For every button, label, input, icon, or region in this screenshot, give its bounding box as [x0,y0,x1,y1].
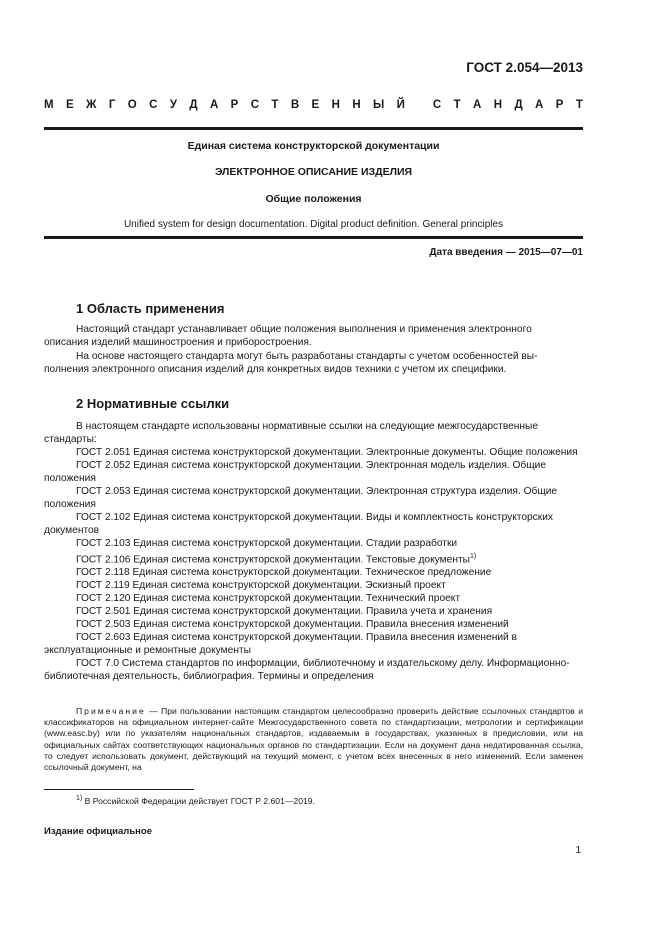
standard-number: ГОСТ 2.054—2013 [466,60,583,75]
banner-letter: А [473,99,482,111]
banner-letter: Т [575,99,583,111]
footnote: $^{1)}$ В Российской Федерации действует ГОСТ Р 2.601—2019. [76,795,315,806]
reference-item: ГОСТ 2.119 Единая система конструкторской документации. Эскизный проект [76,580,446,592]
reference-item: ГОСТ 2.051 Единая система конструкторской документации. Электронные документы. Общие положения [76,447,578,458]
reference-item: ГОСТ 2.053 Единая система конструкторской документации. Электронная структура изделия. Общие положения [44,486,558,510]
reference-item: ГОСТ 2.503 Единая система конструкторской документации. Правила внесения изменений [76,619,509,631]
reference-item: ГОСТ 7.0 Система стандартов по информации, библиотечному и издательскому делу. Информационно-библиотечная деятельность, библиография. Термины и определения [44,658,570,683]
document-title: ЭЛЕКТРОННОЕ ОПИСАНИЕ ИЗДЕЛИЯ [214,166,413,178]
normative-references-list [44,446,583,683]
banner-letter: В [290,99,300,111]
banner-letter: Г [108,99,116,111]
footnote-rule [44,789,194,790]
banner-letter: Й [396,99,405,111]
banner-letter: Р [230,99,239,111]
banner-letter: Ы [373,99,385,111]
note-text: — При пользовании настоящим стандартом целесообразно проверить действие ссылочных стандартов и классификаторов на официальном интернет-сайте Межгосударственного совета по стандартизации, метрологии и сертификации (www.easc.by) или по указателям национальных стандартов, издаваемым в государствах, указанных в предисловии, или на официальных сайтах соответствующих национальных органов по стандартизации. Если на документ дана недатированная ссылка, то следует использовать документ, действующий на текущий момент, с учетом всех внесенных в него изменений. Если заменен ссылочный документ, на [44,706,583,773]
interstate-standard-banner [44,99,583,111]
section-2-heading: 2 Нормативные ссылки [76,396,230,411]
reference-item: ГОСТ 2.052 Единая система конструкторской документации. Электронная модель изделия. Общие положения [44,460,546,484]
system-title: Единая система конструкторской документации [187,140,440,152]
banner-letter: С [432,99,442,111]
note-lead: Примечание [76,706,146,716]
section-2-intro: В настоящем стандарте использованы нормативные ссылки на следующие межгосударственные стандарты: [44,421,539,445]
reference-item: ГОСТ 2.106 Единая система конструкторской документации. Текстовые документы$^{1)}$ [76,553,477,566]
section-1-paragraph-1: Настоящий стандарт устанавливает общие положения выполнения и применения электронного описания изделий машиностроения и приборостроения. [44,324,532,348]
banner-letter: Н [352,99,361,111]
section-1-heading: 1 Область применения [76,301,225,316]
footnote-mark: 1) [76,795,83,802]
banner-letter: У [169,99,177,111]
banner-letter: О [127,99,137,111]
banner-letter: С [250,99,260,111]
reference-item: ГОСТ 2.120 Единая система конструкторской документации. Технический проект [76,593,461,605]
banner-letter: С [149,99,158,111]
banner-letter: Е [311,99,320,111]
official-edition-label: Издание официальное [44,826,152,837]
reference-item: ГОСТ 2.103 Единая система конструкторской документации. Стадии разработки [76,538,458,549]
introduction-date: Дата введения — 2015—07—01 [429,247,583,258]
banner-letter: Н [493,99,503,111]
note-paragraph [44,706,583,773]
reference-item: ГОСТ 2.501 Единая система конструкторской документации. Правила учета и хранения [76,606,493,618]
banner-letter: Д [189,99,198,111]
banner-letter: А [209,99,219,111]
banner-letter: Ж [86,99,97,111]
title-rule [44,236,583,239]
banner-letter: А [535,99,544,111]
banner-letter: Т [271,99,279,111]
banner-gap [417,99,420,111]
footnote-mark: 1) [469,553,477,560]
banner-letter: Е [65,99,74,111]
reference-item: ГОСТ 2.118 Единая система конструкторской документации. Техническое предложение [76,567,492,579]
banner-letter: Т [453,99,461,111]
top-rule [44,127,583,130]
section-1-paragraph-2: На основе настоящего стандарта могут быть разработаны стандарты с учетом особенностей вы- полнения электронного описания изделий для конкретных видов техники с учетом их специфики. [44,351,538,375]
reference-item: ГОСТ 2.603 Единая система конструкторской документации. Правила внесения изменений в эксплуатационные и ремонтные документы [44,632,517,657]
document-subtitle: Общие положения [265,193,362,205]
banner-letter: Д [514,99,523,111]
reference-item: ГОСТ 2.102 Единая система конструкторской документации. Виды и комплектность конструкторских документов [44,512,554,536]
english-title: Unified system for design documentation. Digital product definition. General principles [123,219,504,230]
banner-letter: Н [331,99,340,111]
page-number: 1 [575,845,581,856]
banner-letter: М [44,99,54,111]
banner-letter: Р [555,99,564,111]
